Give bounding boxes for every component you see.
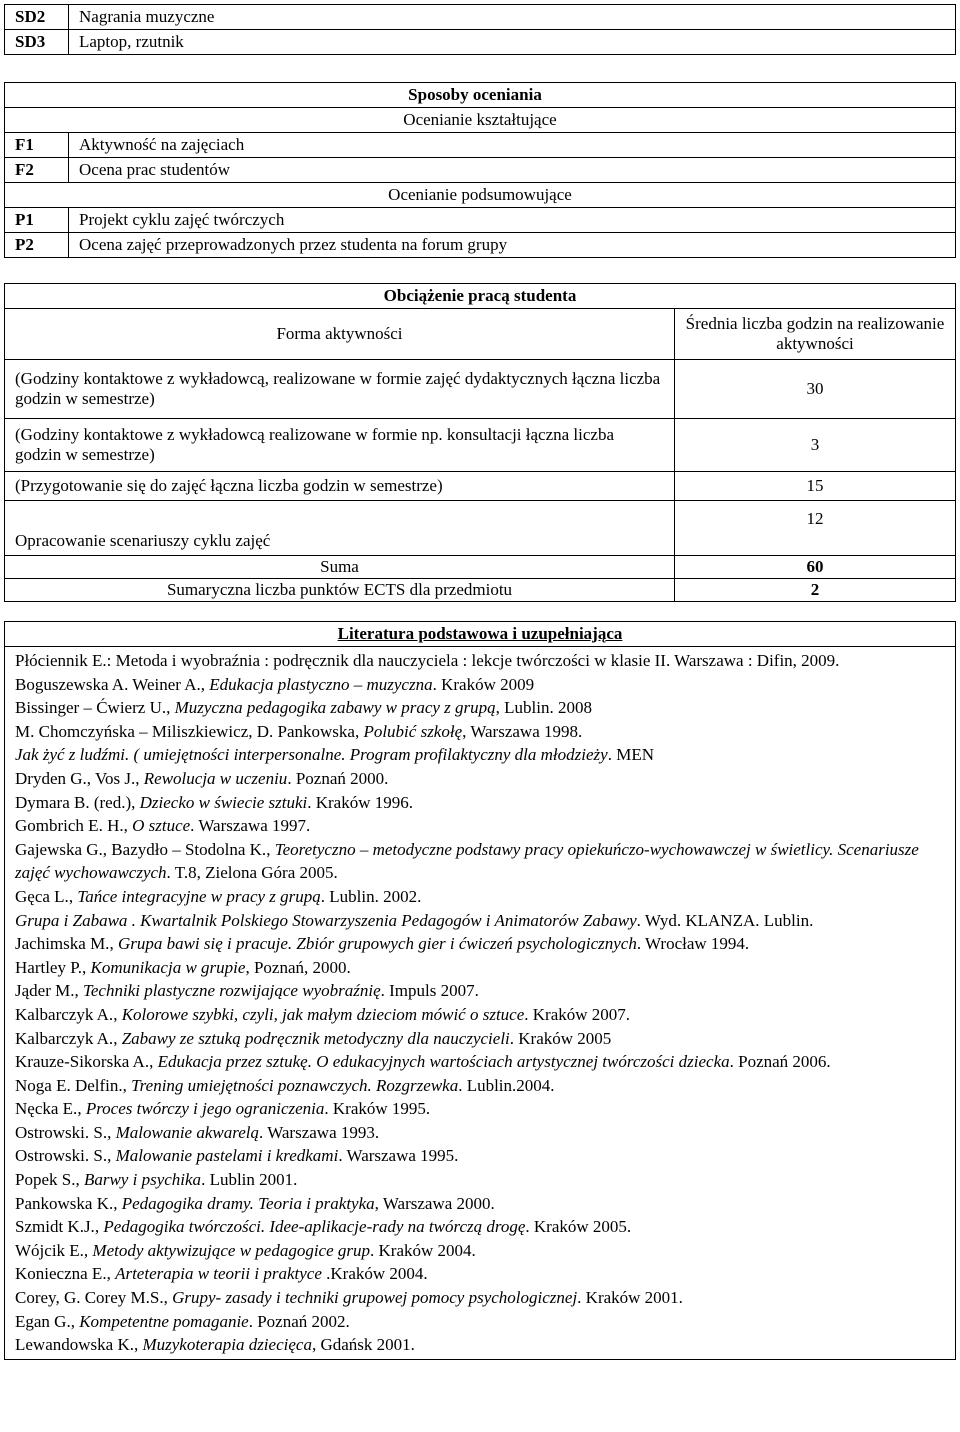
reference-title: O sztuce bbox=[132, 816, 191, 836]
reference-details: . Warszawa 1997. bbox=[190, 816, 311, 836]
reference-author: Bissinger – Ćwierz U. bbox=[15, 698, 167, 718]
reference-author: Krauze-Sikorska A. bbox=[15, 1052, 150, 1072]
reference-title: Arteterapia w teorii i praktyce bbox=[115, 1264, 322, 1284]
reference-item: Konieczna E., Arteterapia w teorii i praktyce .Kraków 2004. bbox=[15, 1264, 428, 1284]
table-row bbox=[5, 309, 956, 360]
reference-author: Jąder M. bbox=[15, 981, 75, 1001]
row-label: Projekt cyklu zajęć twórczych bbox=[69, 208, 956, 233]
activity-hours: 30 bbox=[675, 360, 956, 419]
reference-list bbox=[15, 649, 945, 1357]
workload-table bbox=[4, 283, 956, 602]
activity-hours: 3 bbox=[675, 419, 956, 472]
reference-item: Pankowska K., Pedagogika dramy. Teoria i praktyka, Warszawa 2000. bbox=[15, 1193, 495, 1213]
reference-title: Pedagogika twórczości. Idee-aplikacje-rady na twórczą drogę bbox=[103, 1217, 526, 1237]
reference-details: . Kraków 2007. bbox=[524, 1004, 631, 1024]
reference-details: , Warszawa 1998. bbox=[462, 721, 583, 741]
reference-title: Grupa bawi się i pracuje. Zbiór grupowych gier i ćwiczeń psychologicznych bbox=[117, 934, 637, 954]
row-code: F2 bbox=[5, 158, 69, 183]
row-label: Ocena prac studentów bbox=[69, 158, 956, 183]
reference-title: Malowanie pastelami i kredkami bbox=[115, 1146, 339, 1166]
reference-title: Muzyczna pedagogika zabawy w pracy z grupą bbox=[174, 698, 496, 718]
reference-details: . Kraków 2009 bbox=[432, 674, 535, 694]
table-row bbox=[5, 30, 956, 55]
reference-author: Corey, G. Corey M.S. bbox=[15, 1288, 164, 1308]
activity-label: (Przygotowanie się do zajęć łączna liczba godzin w semestrze) bbox=[5, 472, 675, 501]
table-row bbox=[5, 622, 956, 647]
activity-label: (Godziny kontaktowe z wykładowcą realizowane w formie np. konsultacji łączna liczba godzin w semestrze) bbox=[5, 419, 675, 472]
reference-item: Jąder M., Techniki plastyczne rozwijające wyobraźnię. Impuls 2007. bbox=[15, 981, 479, 1001]
table-row bbox=[5, 419, 956, 472]
reference-details: . Kraków 2004. bbox=[370, 1240, 476, 1260]
ects-value: 2 bbox=[675, 579, 956, 602]
table-row bbox=[5, 556, 956, 579]
formative-heading: Ocenianie kształtujące bbox=[5, 108, 956, 133]
table-row bbox=[5, 579, 956, 602]
reference-details: . Wrocław 1994. bbox=[636, 934, 750, 954]
reference-item: Boguszewska A. Weiner A., Edukacja plastyczno – muzyczna. Kraków 2009 bbox=[15, 674, 535, 694]
reference-item: Wójcik E., Metody aktywizujące w pedagogice grup. Kraków 2004. bbox=[15, 1240, 476, 1260]
ects-label: Sumaryczna liczba punktów ECTS dla przedmiotu bbox=[5, 579, 675, 602]
reference-title: Muzykoterapia dziecięca bbox=[142, 1335, 312, 1355]
didactic-means-table bbox=[4, 4, 956, 55]
reference-item: Gajewska G., Bazydło – Stodolna K., Teoretyczno – metodyczne podstawy pracy opiekuńczo-wychowawczej w świetlicy. Scenariusze zajęć wychowawczych. T.8, Zielona Góra 2005. bbox=[15, 839, 919, 883]
activity-hours: 15 bbox=[675, 472, 956, 501]
row-label: Aktywność na zajęciach bbox=[69, 133, 956, 158]
table-row bbox=[5, 647, 956, 1360]
row-code: F1 bbox=[5, 133, 69, 158]
row-code: P2 bbox=[5, 233, 69, 258]
reference-author: M. Chomczyńska – Miliszkiewicz, D. Pankowska bbox=[15, 721, 355, 741]
reference-title: Edukacja przez sztukę. O edukacyjnych wartościach artystycznej twórczości dziecka bbox=[157, 1052, 730, 1072]
reference-details: . Wyd. KLANZA. Lublin. bbox=[636, 910, 814, 930]
row-label: Laptop, rzutnik bbox=[69, 30, 956, 55]
reference-details: . MEN bbox=[607, 745, 654, 765]
sum-label: Suma bbox=[5, 556, 675, 579]
reference-author: Konieczna E. bbox=[15, 1264, 107, 1284]
reference-item: Ostrowski. S., Malowanie pastelami i kredkami. Warszawa 1995. bbox=[15, 1146, 459, 1166]
reference-author: Gombrich E. H. bbox=[15, 816, 124, 836]
reference-author: Kalbarczyk A. bbox=[15, 1004, 114, 1024]
reference-item: Lewandowska K., Muzykoterapia dziecięca, Gdańsk 2001. bbox=[15, 1335, 415, 1355]
workload-title: Obciążenie pracą studenta bbox=[5, 284, 956, 309]
references-cell bbox=[5, 647, 956, 1360]
reference-details: , Lublin. 2008 bbox=[495, 698, 593, 718]
reference-details: . Kraków 1995. bbox=[324, 1099, 431, 1119]
reference-author: Popek S. bbox=[15, 1170, 76, 1190]
reference-author: Hartley P. bbox=[15, 957, 83, 977]
reference-author: Kalbarczyk A. bbox=[15, 1028, 114, 1048]
reference-author: Ostrowski. S. bbox=[15, 1122, 108, 1142]
reference-author: Noga E. Delfin. bbox=[15, 1075, 123, 1095]
literature-table bbox=[4, 621, 956, 1360]
reference-author: Jachimska M. bbox=[15, 934, 110, 954]
table-row bbox=[5, 108, 956, 133]
reference-title: Teoretyczno – metodyczne podstawy pracy opiekuńczo-wychowawczej w świetlicy. Scenariusze zajęć wychowawczych bbox=[15, 839, 919, 883]
table-row bbox=[5, 233, 956, 258]
row-code: SD2 bbox=[5, 5, 69, 30]
table-row bbox=[5, 472, 956, 501]
reference-title: Rewolucja w uczeniu bbox=[143, 768, 288, 788]
reference-title: Grupy- zasady i techniki grupowej pomocy psychologicznej bbox=[172, 1288, 578, 1308]
table-row bbox=[5, 183, 956, 208]
reference-item: Ostrowski. S., Malowanie akwarelą. Warszawa 1993. bbox=[15, 1122, 380, 1142]
reference-author: Gęca L. bbox=[15, 886, 69, 906]
reference-title: Kompetentne pomaganie bbox=[79, 1311, 249, 1331]
table-row bbox=[5, 284, 956, 309]
reference-title: Proces twórczy i jego ograniczenia bbox=[85, 1099, 325, 1119]
reference-details: . Poznań 2006. bbox=[729, 1052, 831, 1072]
row-code: P1 bbox=[5, 208, 69, 233]
activity-label: Opracowanie scenariuszy cyklu zajęć bbox=[5, 501, 675, 556]
reference-details: . Kraków 2005 bbox=[509, 1028, 612, 1048]
reference-item: Hartley P., Komunikacja w grupie, Poznań, 2000. bbox=[15, 957, 351, 977]
summative-heading: Ocenianie podsumowujące bbox=[5, 183, 956, 208]
row-label: Nagrania muzyczne bbox=[69, 5, 956, 30]
col-hours-header: Średnia liczba godzin na realizowanie aktywności bbox=[675, 309, 956, 360]
reference-title: Techniki plastyczne rozwijające wyobraźnię bbox=[82, 981, 381, 1001]
reference-item: Kalbarczyk A., Zabawy ze sztuką podręcznik metodyczny dla nauczycieli. Kraków 2005 bbox=[15, 1028, 612, 1048]
reference-details: .Kraków 2004. bbox=[321, 1264, 428, 1284]
table-row bbox=[5, 501, 956, 556]
reference-title: Metody aktywizujące w pedagogice grup bbox=[92, 1240, 371, 1260]
sum-value: 60 bbox=[675, 556, 956, 579]
assessment-table bbox=[4, 82, 956, 258]
reference-details: . Poznań 2002. bbox=[248, 1311, 350, 1331]
reference-item: Jachimska M., Grupa bawi się i pracuje. Zbiór grupowych gier i ćwiczeń psychologicznych. Wrocław 1994. bbox=[15, 934, 750, 954]
reference-item: Dymara B. (red.), Dziecko w świecie sztuki. Kraków 1996. bbox=[15, 792, 413, 812]
reference-details: , Poznań, 2000. bbox=[245, 957, 351, 977]
reference-author: Pankowska K. bbox=[15, 1193, 114, 1213]
reference-author: Ostrowski. S. bbox=[15, 1146, 108, 1166]
reference-details: . Kraków 1996. bbox=[307, 792, 413, 812]
reference-details: . Lublin. 2002. bbox=[320, 886, 422, 906]
reference-item: Noga E. Delfin., Trening umiejętności poznawczych. Rozgrzewka. Lublin.2004. bbox=[15, 1075, 555, 1095]
reference-title: Komunikacja w grupie bbox=[90, 957, 246, 977]
reference-title: Jak żyć z ludźmi. ( umiejętności interpersonalne. Program profilaktyczny dla młodzieży bbox=[15, 745, 608, 765]
reference-author: Dymara B. (red.) bbox=[15, 792, 132, 812]
reference-title: Pedagogika dramy. Teoria i praktyka bbox=[121, 1193, 375, 1213]
col-activity-header: Forma aktywności bbox=[5, 309, 675, 360]
reference-item: Egan G., Kompetentne pomaganie. Poznań 2002. bbox=[15, 1311, 350, 1331]
reference-item: Kalbarczyk A., Kolorowe szybki, czyli, jak małym dzieciom mówić o sztuce. Kraków 2007. bbox=[15, 1004, 631, 1024]
reference-details: . Kraków 2005. bbox=[525, 1217, 632, 1237]
row-code: SD3 bbox=[5, 30, 69, 55]
reference-author: Płóciennik E. bbox=[15, 651, 107, 670]
activity-hours: 12 bbox=[675, 501, 956, 556]
row-label: Ocena zajęć przeprowadzonych przez studenta na forum grupy bbox=[69, 233, 956, 258]
reference-details: . Lublin 2001. bbox=[201, 1170, 298, 1190]
reference-author: Nęcka E. bbox=[15, 1099, 78, 1119]
reference-item: Bissinger – Ćwierz U., Muzyczna pedagogika zabawy w pracy z grupą, Lublin. 2008 bbox=[15, 698, 593, 718]
reference-author: Gajewska G., Bazydło – Stodolna K. bbox=[15, 839, 267, 859]
literature-title: Literatura podstawowa i uzupełniająca bbox=[5, 622, 956, 647]
reference-author: Boguszewska A. Weiner A. bbox=[15, 674, 201, 694]
reference-title: Malowanie akwarelą bbox=[115, 1122, 259, 1142]
reference-title: Polubić szkołę bbox=[363, 721, 463, 741]
reference-item: Szmidt K.J., Pedagogika twórczości. Idee-aplikacje-rady na twórczą drogę. Kraków 2005. bbox=[15, 1217, 632, 1237]
table-row bbox=[5, 208, 956, 233]
table-row bbox=[5, 83, 956, 108]
reference-title: Edukacja plastyczno – muzyczna bbox=[209, 674, 433, 694]
table-row bbox=[5, 360, 956, 419]
reference-author: Dryden G., Vos J. bbox=[15, 768, 136, 788]
reference-details: . T.8, Zielona Góra 2005. bbox=[166, 863, 338, 883]
reference-item: Dryden G., Vos J., Rewolucja w uczeniu. Poznań 2000. bbox=[15, 768, 389, 788]
reference-details: . Warszawa 1993. bbox=[259, 1122, 380, 1142]
reference-details: . Lublin.2004. bbox=[458, 1075, 555, 1095]
reference-details: : Metoda i wyobraźnia : podręcznik dla nauczyciela : lekcje twórczości w klasie II. Warszawa : Difin, 2009. bbox=[106, 651, 840, 670]
table-row bbox=[5, 5, 956, 30]
reference-title: Dziecko w świecie sztuki bbox=[139, 792, 308, 812]
reference-item: Gombrich E. H., O sztuce. Warszawa 1997. bbox=[15, 816, 311, 836]
table-row bbox=[5, 158, 956, 183]
reference-details: . Kraków 2001. bbox=[577, 1288, 683, 1308]
reference-item: Popek S., Barwy i psychika. Lublin 2001. bbox=[15, 1170, 298, 1190]
reference-item bbox=[15, 743, 945, 767]
reference-details: . Warszawa 1995. bbox=[338, 1146, 459, 1166]
reference-author: Lewandowska K. bbox=[15, 1335, 134, 1355]
reference-author: Szmidt K.J. bbox=[15, 1217, 95, 1237]
reference-author: Wójcik E. bbox=[15, 1240, 84, 1260]
reference-item: Corey, G. Corey M.S., Grupy- zasady i techniki grupowej pomocy psychologicznej. Kraków 2001. bbox=[15, 1288, 683, 1308]
reference-item bbox=[15, 649, 945, 673]
reference-item: Nęcka E., Proces twórczy i jego ograniczenia. Kraków 1995. bbox=[15, 1099, 431, 1119]
reference-item bbox=[15, 909, 945, 933]
reference-title: Barwy i psychika bbox=[83, 1170, 202, 1190]
reference-details: . Poznań 2000. bbox=[287, 768, 389, 788]
reference-title: Zabawy ze sztuką podręcznik metodyczny dla nauczycieli bbox=[121, 1028, 510, 1048]
reference-item: Gęca L., Tańce integracyjne w pracy z grupą. Lublin. 2002. bbox=[15, 886, 422, 906]
reference-item: M. Chomczyńska – Miliszkiewicz, D. Pankowska, Polubić szkołę, Warszawa 1998. bbox=[15, 721, 583, 741]
activity-label: (Godziny kontaktowe z wykładowcą, realizowane w formie zajęć dydaktycznych łączna liczba godzin w semestrze) bbox=[5, 360, 675, 419]
reference-title: Tańce integracyjne w pracy z grupą bbox=[77, 886, 321, 906]
reference-item: Krauze-Sikorska A., Edukacja przez sztukę. O edukacyjnych wartościach artystycznej twórczości dziecka. Poznań 2006. bbox=[15, 1052, 831, 1072]
assessment-title: Sposoby oceniania bbox=[5, 83, 956, 108]
reference-details: , Gdańsk 2001. bbox=[311, 1335, 415, 1355]
reference-title: Kolorowe szybki, czyli, jak małym dzieciom mówić o sztuce bbox=[121, 1004, 525, 1024]
reference-title: Trening umiejętności poznawczych. Rozgrzewka bbox=[131, 1075, 459, 1095]
reference-title: Grupa i Zabawa . Kwartalnik Polskiego Stowarzyszenia Pedagogów i Animatorów Zabawy bbox=[15, 910, 637, 930]
reference-details: . Impuls 2007. bbox=[380, 981, 479, 1001]
table-row bbox=[5, 133, 956, 158]
reference-details: , Warszawa 2000. bbox=[374, 1193, 495, 1213]
reference-author: Egan G. bbox=[15, 1311, 71, 1331]
